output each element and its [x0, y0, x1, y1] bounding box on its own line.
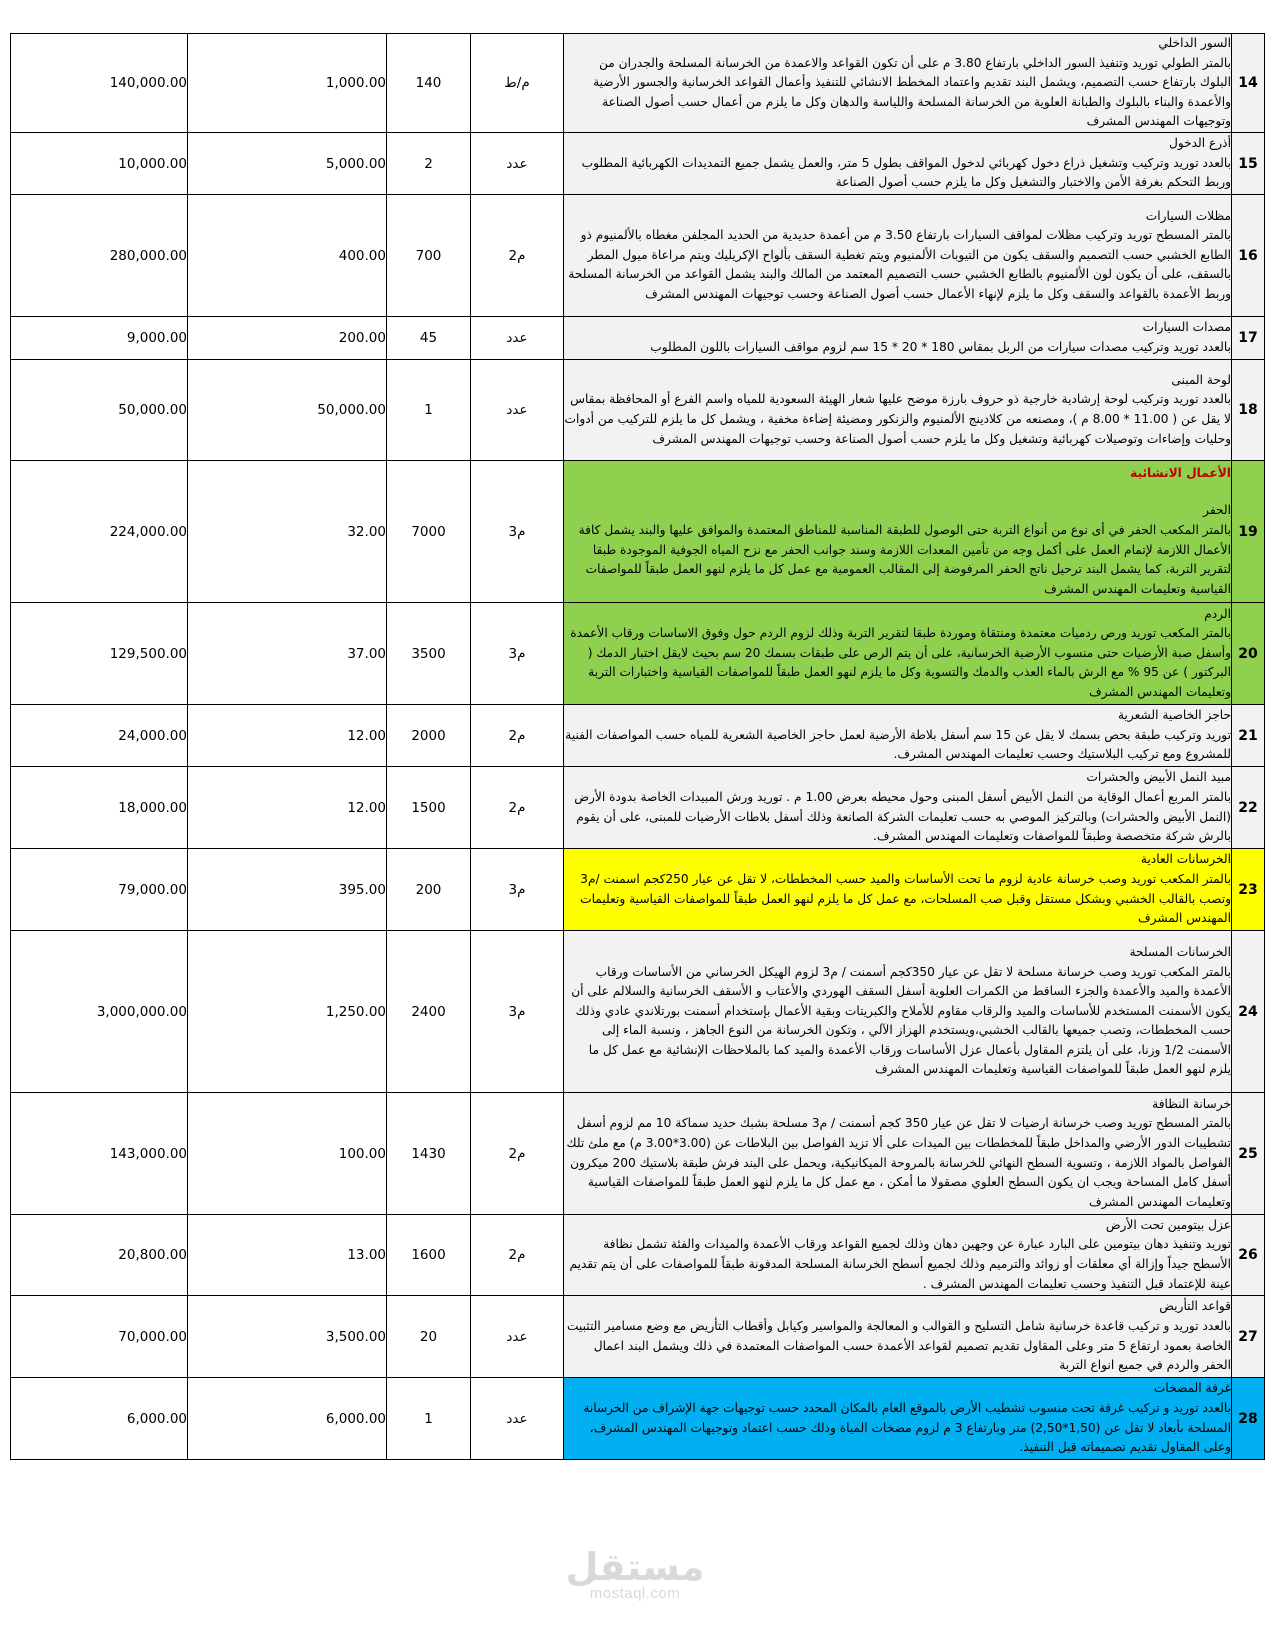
row-total: 224,000.00 [11, 461, 188, 603]
row-description [564, 705, 1232, 767]
row-unit: عدد [471, 1378, 564, 1460]
item-title: لوحة المبنى [1171, 372, 1231, 387]
item-body: بالمتر المكعب توريد وصب خرسانة عادية لزوم ما تحت الأساسات والميد حسب المخططات، لا تقل عن عيار 250كجم اسمنت /م3 وتصب بالقالب الخشبي وبشكل مستقل وقبل صب المسلحات، مع عمل كل ما يلزم لنهو العمل طبقاً للمواصفات القياسية وتعليمات المهندس المشرف [580, 871, 1231, 926]
row-unit: م3 [471, 849, 564, 931]
item-body: بالعدد توريد وتركيب لوحة إرشادية خارجية ذو حروف بارزة موضح عليها شعار الهيئة السعودية للمياه واسم الفرع أو المحافظة بمقاس لا يقل عن ( 11.00 * 8.00 م )، ومصنعه من كلادينج الألمنيوم والزنكور ومضيئة إضاءة مخفية ، ويشمل كل ما يلزم للتركيب من أدوات وحليات وإضاءات وتوصيلات كهربائية وتشغيل وكل ما يلزم حسب أصول الصناعة وحسب توجيهات المهندس المشرف [564, 392, 1231, 446]
table-row [11, 1296, 1265, 1378]
item-title: مصدات السيارات [1142, 320, 1231, 335]
table-row [11, 360, 1265, 461]
row-unit-price: 12.00 [188, 767, 387, 849]
item-body: بالمتر المكعب الحفر في أى نوع من أنواع التربة حتى الوصول للطبقة المناسبة للمناطق المعتمدة والموافق عليها والبند يشمل كافة الأعمال اللازمة لإتمام العمل على أكمل وجه من تأمين المعدات اللازمة وسند جوانب الحفر مع نزح المياه الجوفية الموجودة طبقا لتقرير التربة، كما يشمل البند ترحيل ناتج الحفر المرفوضة إلى المقالب العمومية مع عمل كل ما يلزم لنهو العمل طبقاً للمواصفات القياسية وتعليمات المهندس المشرف [578, 522, 1231, 596]
row-number: 22 [1232, 767, 1265, 849]
table-row [11, 603, 1265, 705]
row-description [564, 1378, 1232, 1460]
item-title: عزل بيتومين تحت الأرض [1105, 1217, 1231, 1232]
item-body: بالمتر الطولي توريد وتنفيذ السور الداخلي بارتفاع 3.80 م على أن تكون القواعد والاعمدة من الخرسانة المسلحة والجدران من البلوك بارتفاع حسب التصميم، ويشمل البند تقديم واعتماد المخطط الانشائي للتنفيذ وأعمال القواعد الخرسانية والجسور الأرضية والأعمدة والبناء بالبلوك والطبانة العلوية من الخرسانة المسلحة واللياسة والدهان وكل ما يلزم من أعمال حسب أصول الصناعة وتوجيهات المهندس المشرف [593, 55, 1231, 129]
row-description [564, 931, 1232, 1093]
item-body: بالعدد توريد و تركيب غرفة تحت منسوب تشطيب الأرض بالموقع العام بالمكان المحدد حسب توجيهات جهة الإشراف من الخرسانة المسلحة بأبعاد لا تقل عن (1,50*2,50) متر وبارتفاع 3 م لزوم مضخات المياة وذلك حسب اعتماد وتوجيهات المهندس المشرف، وعلى المقاول تقديم تصميماته قبل التنفيذ. [583, 1400, 1231, 1455]
row-number: 21 [1232, 705, 1265, 767]
row-number: 26 [1232, 1215, 1265, 1296]
row-quantity: 2400 [387, 931, 471, 1093]
item-body: بالمتر المكعب توريد وصب خرسانة مسلحة لا تقل عن عيار 350كجم أسمنت / م3 لزوم الهيكل الخرساني من الأساسات ورقاب الأعمدة والميد والأعمدة والجزء الساقط من الكمرات العلوية أسفل السقف الهوردي والأعتاب و الأسقف الخرسانية والسلالم على أن يكون الأسمنت المستخدم للأساسات والميد والرقاب مقاوم للأملاح والكبريتات وبقية الأعمال بإستخدام أسمنت بورتلاندي عادي وذلك حسب المخططات، وتصب جميعها بالقالب الخشبي،ويستخدم الهزاز الآلي ، وتكون الخرسانة من النوع الجاهز ، ونسبة الماء إلى الأسمنت 1/2 وزنا، على أن يلتزم المقاول بأعمال عزل الأساسات ورقاب الأعمدة والميد كما بالملاحظات الإنشائية مع عمل كل ما يلزم لنهو العمل طبقاً للمواصفات القياسية وتعليمات المهندس المشرف [571, 964, 1231, 1077]
row-quantity: 2000 [387, 705, 471, 767]
row-quantity: 1 [387, 1378, 471, 1460]
item-title: السور الداخلي [1158, 36, 1231, 51]
table-row [11, 461, 1265, 603]
item-body: توريد وتركيب طبقة بحص بسمك لا يقل عن 15 سم أسفل بلاطة الأرضية لعمل حاجز الخاصية الشعرية للمياه حسب المواصفات الفنية للمشروع ومع تركيب البلاستيك وحسب تعليمات المهندس المشرف. [565, 727, 1231, 762]
row-unit-price: 13.00 [188, 1215, 387, 1296]
row-total: 140,000.00 [11, 34, 188, 133]
row-unit-price: 6,000.00 [188, 1378, 387, 1460]
row-unit: م/ط [471, 34, 564, 133]
row-unit: م2 [471, 195, 564, 317]
row-unit-price: 32.00 [188, 461, 387, 603]
row-quantity: 20 [387, 1296, 471, 1378]
item-title: الردم [1204, 606, 1231, 621]
row-unit: عدد [471, 133, 564, 195]
row-quantity: 200 [387, 849, 471, 931]
row-number: 19 [1232, 461, 1265, 603]
row-number: 14 [1232, 34, 1265, 133]
item-title: خرسانة النظافة [1152, 1096, 1231, 1111]
table-row [11, 931, 1265, 1093]
row-total: 18,000.00 [11, 767, 188, 849]
item-title: الخرسانات العادية [1140, 852, 1231, 867]
row-unit-price: 100.00 [188, 1093, 387, 1215]
row-total: 10,000.00 [11, 133, 188, 195]
item-body: بالعدد توريد وتركيب مصدات سيارات من الربل بمقاس 180 * 20 * 15 سم لزوم مواقف السيارات باللون المطلوب [650, 340, 1231, 354]
row-unit: عدد [471, 360, 564, 461]
row-description [564, 849, 1232, 931]
row-total: 9,000.00 [11, 317, 188, 360]
row-total: 70,000.00 [11, 1296, 188, 1378]
mostaql-watermark-logo [560, 1545, 710, 1602]
bill-of-quantities-table [10, 33, 1265, 1460]
row-number: 17 [1232, 317, 1265, 360]
item-body: بالمتر المربع أعمال الوقاية من النمل الأبيض أسفل المبنى وحول محيطه بعرض 1.00 م . توريد ورش المبيدات الخاصة بدودة الأرض (النمل الأبيض والحشرات) وبالتركيز الموصي به حسب تعليمات الشركة الصانعة وذلك أسفل بلاطات الأرضيات للمبنى، على أن يقوم بالرش شركة متخصصة وطبقاً للمواصفات وتعليمات المهندس المشرف. [574, 789, 1231, 844]
row-quantity: 1500 [387, 767, 471, 849]
row-number: 27 [1232, 1296, 1265, 1378]
table-row [11, 849, 1265, 931]
row-quantity: 1430 [387, 1093, 471, 1215]
row-unit: م3 [471, 931, 564, 1093]
row-number: 18 [1232, 360, 1265, 461]
item-title: الخرسانات المسلحة [1129, 944, 1231, 959]
row-description [564, 1093, 1232, 1215]
item-title: مظلات السيارات [1145, 208, 1231, 223]
row-number: 28 [1232, 1378, 1265, 1460]
item-body: بالعدد توريد و تركيب قاعدة خرسانية شامل التسليح و القوالب و المعالجة والمواسير وكيابل وأقطاب التأريض مع وضع مسامير التثبيت الخاصة بعمود ارتفاع 5 متر وعلى المقاول تقديم تصميم لقواعد الأعمدة حسب المواصفات المعتمدة في ذلك ويشمل البند اعمال الحفر والردم في جميع انواع التربة [566, 1318, 1231, 1373]
table-row [11, 1093, 1265, 1215]
row-quantity: 3500 [387, 603, 471, 705]
item-title: الحفر [1203, 503, 1231, 518]
row-unit: م2 [471, 1215, 564, 1296]
item-body: بالمتر المسطح توريد وصب خرسانة ارضيات لا تقل عن عيار 350 كجم أسمنت / م3 مسلحة بشبك حديد سماكة 10 مم لزوم أسفل تشطيبات الدور الأرضي والمداخل طبقاً للمخططات بين الميدات على ألا تزيد الفواصل بين البلاطات عن (3.00*3.00 م) مع ملئ تلك الفواصل بالمواد اللازمة ، وتسوية السطح النهائي للخرسانة بالمروحة الميكانيكية، ويحمل على البند فرش طبقة بلاستيك 200 ميكرون أسفل كامل المساحة ويجب ان يكون السطح العلوي مصقولا ما أمكن ، مع عمل كل ما يلزم لنهو العمل طبقاً للمواصفات القياسية وتعليمات المهندس المشرف [566, 1116, 1231, 1209]
row-total: 79,000.00 [11, 849, 188, 931]
item-body: بالعدد توريد وتركيب وتشغيل ذراع دخول كهربائي لدخول المواقف بطول 5 متر، والعمل يشمل جميع التمديدات الكهربائية المطلوب وربط التحكم بغرفة الأمن والاختبار والتشغيل وكل ما يلزم حسب أصول الصناعة [581, 155, 1231, 190]
item-body: توريد وتنفيذ دهان بيتومين على البارد عبارة عن وجهين دهان وذلك لجميع القواعد ورقاب الأعمدة والميدات والفئة تشمل نظافة الأسطح جيداً وإزالة أي معلقات أو زوائد والترميم وذلك لجميع أسطح الخرسانة المسلحة المدفونة طبقاً للمواصفات على أن يتم تقديم عينة للإعتماد قبل التنفيذ وحسب تعليمات المهندس المشرف . [569, 1237, 1231, 1291]
row-unit-price: 37.00 [188, 603, 387, 705]
row-number: 24 [1232, 931, 1265, 1093]
logo-arabic-text: مستقل [565, 1545, 705, 1589]
table-row [11, 1215, 1265, 1296]
row-unit: م3 [471, 461, 564, 603]
logo-latin-text: mostaql.com [589, 1585, 681, 1602]
row-unit: عدد [471, 1296, 564, 1378]
row-unit-price: 5,000.00 [188, 133, 387, 195]
row-unit-price: 1,250.00 [188, 931, 387, 1093]
row-total: 129,500.00 [11, 603, 188, 705]
row-quantity: 7000 [387, 461, 471, 603]
row-quantity: 2 [387, 133, 471, 195]
row-description [564, 195, 1232, 317]
row-description [564, 360, 1232, 461]
row-unit: م2 [471, 767, 564, 849]
row-total: 143,000.00 [11, 1093, 188, 1215]
row-unit: م3 [471, 603, 564, 705]
table-row [11, 317, 1265, 360]
row-number: 25 [1232, 1093, 1265, 1215]
item-title: أذرع الدخول [1168, 136, 1231, 151]
row-unit-price: 200.00 [188, 317, 387, 360]
row-number: 16 [1232, 195, 1265, 317]
row-description [564, 461, 1232, 603]
row-unit-price: 50,000.00 [188, 360, 387, 461]
row-description [564, 1215, 1232, 1296]
row-quantity: 1 [387, 360, 471, 461]
row-quantity: 1600 [387, 1215, 471, 1296]
item-body: بالمتر المكعب توريد ورص ردميات معتمدة ومنتقاة وموردة طبقا لتقرير التربة وذلك لزوم الردم حول وفوق الاساسات ورقاب الأعمدة وأسفل صبة الأرضيات حتى منسوب الأرضية الخرسانية، على أن يتم الرص على طبقات بسمك 20 سم بحيث لايقل اختبار الدمك ( البركتور ) عن 95 % مع الرش بالماء العذب والدمك والتسوية وكل ما يلزم لنهو العمل طبقاً للمواصفات القياسية واختبارات التربة وتعليمات المهندس المشرف [570, 626, 1231, 699]
table-row [11, 767, 1265, 849]
row-unit-price: 3,500.00 [188, 1296, 387, 1378]
row-quantity: 700 [387, 195, 471, 317]
row-description [564, 317, 1232, 360]
row-total: 280,000.00 [11, 195, 188, 317]
row-number: 15 [1232, 133, 1265, 195]
table-row [11, 133, 1265, 195]
row-unit: عدد [471, 317, 564, 360]
item-title: مبيد النمل الأبيض والحشرات [1086, 770, 1231, 785]
row-unit-price: 395.00 [188, 849, 387, 931]
table-row [11, 1378, 1265, 1460]
table-row [11, 195, 1265, 317]
row-description [564, 133, 1232, 195]
row-unit-price: 1,000.00 [188, 34, 387, 133]
row-unit: م2 [471, 1093, 564, 1215]
item-title: غرفة المضخات [1153, 1381, 1231, 1396]
row-quantity: 140 [387, 34, 471, 133]
row-number: 20 [1232, 603, 1265, 705]
table-row [11, 34, 1265, 133]
row-description [564, 1296, 1232, 1378]
row-unit-price: 12.00 [188, 705, 387, 767]
section-heading: الأعمال الانشائية [1130, 465, 1231, 480]
row-total: 3,000,000.00 [11, 931, 188, 1093]
row-unit: م2 [471, 705, 564, 767]
row-total: 20,800.00 [11, 1215, 188, 1296]
row-description [564, 767, 1232, 849]
row-total: 50,000.00 [11, 360, 188, 461]
row-number: 23 [1232, 849, 1265, 931]
item-title: قواعد التأريض [1159, 1299, 1231, 1314]
row-unit-price: 400.00 [188, 195, 387, 317]
row-quantity: 45 [387, 317, 471, 360]
row-total: 6,000.00 [11, 1378, 188, 1460]
row-description [564, 603, 1232, 705]
item-title: حاجز الخاصية الشعرية [1118, 708, 1231, 723]
row-total: 24,000.00 [11, 705, 188, 767]
row-description [564, 34, 1232, 133]
item-body: بالمتر المسطح توريد وتركيب مظلات لمواقف السيارات بارتفاع 3.50 م من أعمدة حديدية من الحديد المجلفن مغطاه بالألمنيوم ذو الطابع الخشبي حسب التصميم والسقف يكون من التيوبات الألمنيوم ويتم تغطية السقف بألواح الإكريليك ويتم مراعاة ميول المطر بالسقف، على أن يكون لون الألمنيوم بالطابع الخشبي حسب التصميم المعتمد من المالك والبند يشمل القواعد من الخرسانة المسلحة وربط الأعمدة بالقواعد والسقف وكل ما يلزم لإنهاء الأعمال حسب أصول الصناعة وحسب توجيهات المهندس المشرف [568, 228, 1231, 301]
table-row [11, 705, 1265, 767]
